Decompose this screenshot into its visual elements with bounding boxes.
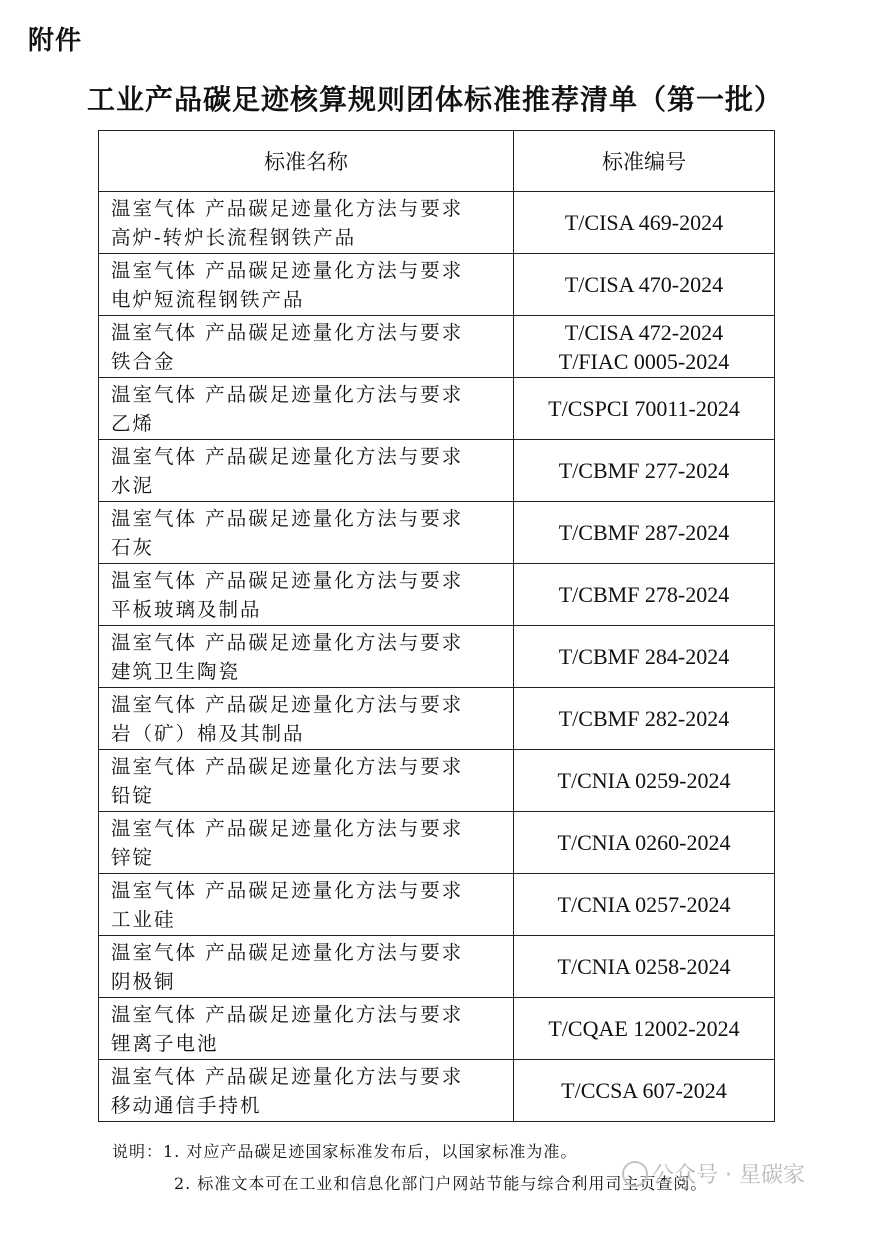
standard-name-line: 温室气体 产品碳足迹量化方法与要求 — [111, 444, 464, 468]
standard-name-line: 温室气体 产品碳足迹量化方法与要求 — [111, 1002, 464, 1026]
standard-name-cell — [99, 564, 514, 626]
standard-name-cell — [99, 378, 514, 440]
standards-table — [98, 130, 775, 1122]
table-row — [99, 440, 775, 502]
table-row — [99, 502, 775, 564]
standard-code-cell — [514, 998, 775, 1060]
table-row — [99, 1060, 775, 1122]
standard-code-cell — [514, 1060, 775, 1122]
standard-name-line: 乙烯 — [111, 411, 155, 435]
standard-code: T/CCSA 607-2024 — [561, 1078, 727, 1103]
standard-code-cell — [514, 378, 775, 440]
wechat-icon — [622, 1161, 648, 1187]
standard-name-line: 石灰 — [111, 535, 155, 559]
standard-code: T/CBMF 287-2024 — [558, 520, 730, 545]
standard-name-line: 工业硅 — [111, 907, 176, 931]
standard-name-line: 电炉短流程钢铁产品 — [111, 287, 305, 311]
header-standard-code: 标准编号 — [514, 131, 775, 192]
table-row — [99, 316, 775, 378]
standard-code-cell — [514, 254, 775, 316]
table-row — [99, 998, 775, 1060]
standard-name-line: 温室气体 产品碳足迹量化方法与要求 — [111, 816, 464, 840]
standard-name-cell — [99, 502, 514, 564]
standard-name-line: 温室气体 产品碳足迹量化方法与要求 — [111, 1064, 464, 1088]
table-header-row — [99, 131, 775, 192]
standard-code: T/CQAE 12002-2024 — [548, 1016, 740, 1041]
standard-name-line: 建筑卫生陶瓷 — [111, 659, 241, 683]
standard-code-cell — [514, 936, 775, 998]
standard-name-cell — [99, 316, 514, 378]
table-row — [99, 812, 775, 874]
note-2: 2. 标准文本可在工业和信息化部门户网站节能与综合利用司主页查阅。 — [174, 1174, 708, 1193]
standard-name-line: 移动通信手持机 — [111, 1093, 262, 1117]
watermark-text: 公众号 · 星碳家 — [652, 1163, 805, 1188]
standard-code: T/CBMF 282-2024 — [558, 706, 730, 731]
table-row — [99, 626, 775, 688]
standard-name-line: 铁合金 — [111, 349, 176, 373]
standard-name-cell — [99, 254, 514, 316]
standard-name-line: 温室气体 产品碳足迹量化方法与要求 — [111, 878, 464, 902]
table-body — [99, 192, 775, 1122]
standard-name-cell — [99, 626, 514, 688]
document-title: 工业产品碳足迹核算规则团体标准推荐清单（第一批） — [86, 83, 783, 116]
standard-name-cell — [99, 936, 514, 998]
standard-code: T/CSPCI 70011-2024 — [548, 396, 740, 421]
standard-code-cell — [514, 316, 775, 378]
standard-code-cell — [514, 874, 775, 936]
standard-name-cell — [99, 750, 514, 812]
standard-name-line: 高炉-转炉长流程钢铁产品 — [111, 225, 357, 249]
standard-code-cell — [514, 750, 775, 812]
watermark — [622, 1158, 805, 1189]
standard-name-line: 温室气体 产品碳足迹量化方法与要求 — [111, 382, 464, 406]
attachment-label: 附件 — [28, 26, 83, 56]
standard-code-cell — [514, 688, 775, 750]
standard-code-cell — [514, 564, 775, 626]
standard-code: T/CISA 469-2024 — [564, 210, 724, 235]
standard-name-line: 阴极铜 — [111, 969, 176, 993]
table-row — [99, 874, 775, 936]
table-row — [99, 254, 775, 316]
standard-name-cell — [99, 998, 514, 1060]
standard-name-cell — [99, 192, 514, 254]
standard-name-cell — [99, 1060, 514, 1122]
standard-code: T/CNIA 0259-2024 — [557, 768, 731, 793]
standard-code: T/CNIA 0257-2024 — [557, 892, 731, 917]
standard-code: T/CNIA 0258-2024 — [557, 954, 731, 979]
notes — [112, 1136, 707, 1200]
standard-name-line: 温室气体 产品碳足迹量化方法与要求 — [111, 568, 464, 592]
standard-code: T/CISA 470-2024 — [564, 272, 724, 297]
standard-name-line: 铅锭 — [111, 783, 155, 807]
standard-code-cell — [514, 626, 775, 688]
standard-code-cell — [514, 812, 775, 874]
standard-name-line: 锌锭 — [111, 845, 155, 869]
standard-name-line: 温室气体 产品碳足迹量化方法与要求 — [111, 630, 464, 654]
note-1: 说明：1. 对应产品碳足迹国家标准发布后，以国家标准为准。 — [112, 1142, 578, 1161]
standard-code-cell — [514, 440, 775, 502]
standard-name-line: 温室气体 产品碳足迹量化方法与要求 — [111, 940, 464, 964]
standard-code-cell — [514, 192, 775, 254]
header-standard-name: 标准名称 — [99, 131, 514, 192]
standard-code: T/CISA 472-2024 — [564, 319, 724, 345]
table-row — [99, 378, 775, 440]
standard-code: T/CNIA 0260-2024 — [557, 830, 731, 855]
table-row — [99, 688, 775, 750]
standard-name-line: 温室气体 产品碳足迹量化方法与要求 — [111, 196, 464, 220]
table-row — [99, 750, 775, 812]
standard-name-line: 水泥 — [111, 473, 155, 497]
standard-name-line: 锂离子电池 — [111, 1031, 219, 1055]
standard-name-line: 温室气体 产品碳足迹量化方法与要求 — [111, 320, 464, 344]
standard-name-line: 温室气体 产品碳足迹量化方法与要求 — [111, 258, 464, 282]
standard-name-cell — [99, 812, 514, 874]
standard-name-cell — [99, 688, 514, 750]
table-row — [99, 192, 775, 254]
standard-name-line: 温室气体 产品碳足迹量化方法与要求 — [111, 506, 464, 530]
standard-name-line: 温室气体 产品碳足迹量化方法与要求 — [111, 754, 464, 778]
standard-code: T/CBMF 278-2024 — [558, 582, 730, 607]
table-row — [99, 936, 775, 998]
standard-name-line: 岩（矿）棉及其制品 — [111, 721, 305, 745]
standard-name-cell — [99, 440, 514, 502]
standard-code: T/FIAC 0005-2024 — [558, 348, 730, 374]
standard-name-cell — [99, 874, 514, 936]
standard-code: T/CBMF 284-2024 — [558, 644, 730, 669]
standard-name-line: 平板玻璃及制品 — [111, 597, 262, 621]
standard-code: T/CBMF 277-2024 — [558, 458, 730, 483]
standard-name-line: 温室气体 产品碳足迹量化方法与要求 — [111, 692, 464, 716]
table-row — [99, 564, 775, 626]
standard-code-cell — [514, 502, 775, 564]
